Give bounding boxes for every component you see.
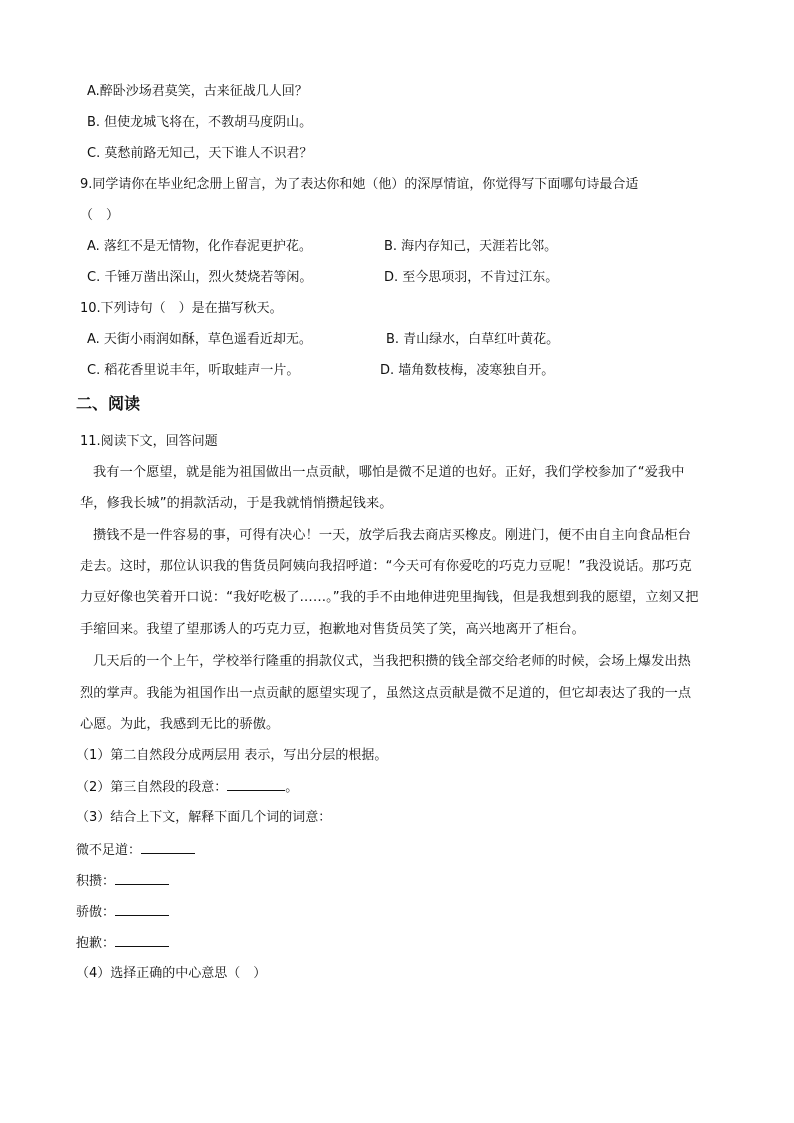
q11-sub2-suffix: 。 (285, 780, 299, 795)
q10-option-d: D. 墙角数枝梅，凌寒独自开。 (380, 363, 555, 378)
q9-stem: 9.同学请你在毕业纪念册上留言，为了表达你和她（他）的深厚情谊，你觉得写下面哪句诗最合适 (80, 177, 639, 192)
passage-line: 烈的掌声。我能为祖国作出一点贡献的愿望实现了，虽然这点贡献是微不足道的，但它却表达了我的一点 (80, 686, 692, 701)
word-label: 骄傲： (76, 905, 116, 920)
q8-option-b: B. 但使龙城飞将在，不教胡马度阴山。 (87, 115, 313, 130)
word-label: 积攒： (76, 874, 116, 889)
passage-line: 力豆好像也笑着开口说：“我好吃极了……。”我的手不由地伸进兜里掏钱，但是我想到我的愿望，立刻又把 (80, 590, 699, 605)
q11-sub4: （4）选择正确的中心意思（ ） (76, 966, 267, 981)
word-item (76, 840, 195, 861)
answer-blank[interactable] (115, 933, 169, 947)
passage-line: 华，修我长城”的捐款活动，于是我就悄悄攒起钱来。 (80, 496, 393, 511)
word-item (76, 902, 169, 923)
q8-option-c: C. 莫愁前路无知己，天下谁人不识君？ (87, 146, 313, 161)
q9-option-c: C. 千锤万凿出深山，烈火焚烧若等闲。 (87, 270, 313, 285)
word-label: 抱歉： (76, 936, 116, 951)
passage-line: 心愿。为此，我感到无比的骄傲。 (80, 717, 280, 732)
passage-line: 走去。这时，那位认识我的售货员阿姨向我招呼道：“今天可有你爱吃的巧克力豆呢！”我没说话。那巧克 (80, 559, 692, 574)
answer-blank[interactable] (141, 840, 195, 854)
q10-option-c: C. 稻花香里说丰年，听取蛙声一片。 (87, 363, 300, 378)
q10-stem: 10.下列诗句（ ）是在描写秋天。 (80, 301, 283, 316)
passage-line: 手缩回来。我望了望那诱人的巧克力豆，抱歉地对售货员笑了笑，高兴地离开了柜台。 (80, 622, 585, 637)
q11-sub3: （3）结合上下文，解释下面几个词的词意： (76, 810, 332, 825)
passage-line: 攒钱不是一件容易的事，可得有决心！一天，放学后我去商店买橡皮。刚进门，便不由自主向食品柜台 (93, 528, 691, 543)
word-item (76, 933, 169, 954)
word-label: 微不足道： (76, 843, 142, 858)
word-item (76, 871, 169, 892)
passage-line: 几天后的一个上午，学校举行隆重的捐款仪式，当我把积攒的钱全部交给老师的时候，会场上爆发出热 (93, 654, 691, 669)
q10-option-a: A. 天街小雨润如酥，草色遥看近却无。 (87, 332, 312, 347)
q9-option-d: D. 至今思项羽，不肯过江东。 (384, 270, 559, 285)
q9-bracket: （ ） (80, 208, 120, 223)
q9-option-a: A. 落红不是无情物，化作春泥更护花。 (87, 239, 312, 254)
q11-stem: 11.阅读下文，回答问题 (80, 434, 218, 449)
q11-sub2-prefix: （2）第三自然段的段意： (76, 780, 228, 795)
q9-option-b: B. 海内存知己，天涯若比邻。 (384, 239, 558, 254)
answer-blank[interactable] (115, 902, 169, 916)
section-title-reading: 二、阅读 (76, 394, 141, 413)
passage-line: 我有一个愿望，就是能为祖国做出一点贡献，哪怕是微不足道的也好。正好，我们学校参加了“爱我中 (93, 465, 685, 480)
q11-sub2 (76, 777, 298, 798)
answer-blank[interactable] (227, 777, 285, 791)
q10-option-b: B. 青山绿水，白草红叶黄花。 (386, 332, 560, 347)
answer-blank[interactable] (115, 871, 169, 885)
q11-sub1: （1）第二自然段分成两层用 表示，写出分层的根据。 (76, 748, 388, 763)
q8-option-a: A.醉卧沙场君莫笑，古来征战几人回？ (87, 84, 308, 99)
